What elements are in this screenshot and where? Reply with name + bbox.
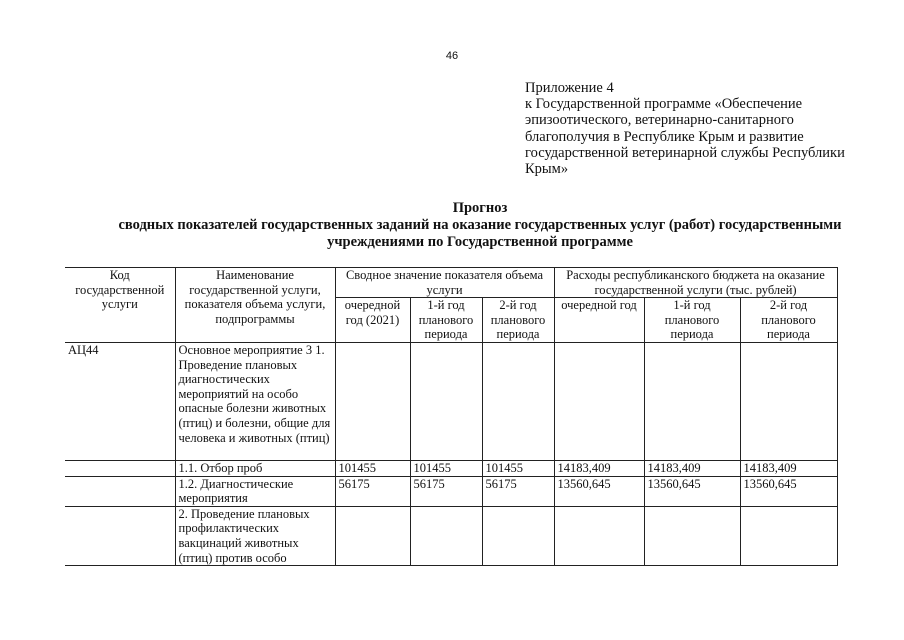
cell-bud-y1 <box>644 342 740 460</box>
appendix-line: эпизоотического, ветеринарно-санитарного <box>525 112 794 129</box>
header-volume-y1: 1-й год планового периода <box>410 298 482 343</box>
page-number: 46 <box>445 50 459 62</box>
appendix-line: Приложение 4 <box>525 80 614 96</box>
cell-name: 2. Проведение плановых профилактических вакцинаций животных (птиц) против особо <box>175 506 335 565</box>
cell-bud-y1: 13560,645 <box>644 476 740 506</box>
cell-vol-y2: 56175 <box>482 476 554 506</box>
cell-bud-y2 <box>740 506 837 565</box>
cell-bud-y2: 13560,645 <box>740 476 837 506</box>
table-header-row <box>65 268 837 298</box>
cell-code: АЦ44 <box>65 342 175 460</box>
cell-vol-next <box>335 506 410 565</box>
cell-code <box>65 460 175 476</box>
cell-bud-y2: 14183,409 <box>740 460 837 476</box>
cell-bud-y1: 14183,409 <box>644 460 740 476</box>
cell-name: 1.1. Отбор проб <box>175 460 335 476</box>
cell-bud-next: 13560,645 <box>554 476 644 506</box>
title-line: сводных показателей государственных заданий на оказание государственных услуг (работ) государственными <box>118 217 842 233</box>
cell-vol-next <box>335 342 410 460</box>
cell-bud-y2 <box>740 342 837 460</box>
appendix-line: благополучия в Республике Крым и развитие <box>525 128 804 145</box>
forecast-table <box>65 267 838 566</box>
cell-vol-y2 <box>482 342 554 460</box>
cell-vol-next: 56175 <box>335 476 410 506</box>
cell-name: Основное мероприятие 3 1. Проведение плановых диагностических мероприятий на особо опасные болезни животных (птиц) и болезни, общие для человека и животных (птиц) <box>175 342 335 460</box>
appendix-note <box>525 80 870 177</box>
header-budget-y1: 1-й год планового периода <box>644 298 740 343</box>
title-line: Прогноз <box>452 200 508 216</box>
appendix-line: государственной ветеринарной службы Республики <box>525 144 845 161</box>
cell-vol-y2: 101455 <box>482 460 554 476</box>
table-row <box>65 506 837 565</box>
cell-vol-y1 <box>410 342 482 460</box>
cell-bud-next <box>554 506 644 565</box>
table-row <box>65 476 837 506</box>
cell-vol-next: 101455 <box>335 460 410 476</box>
header-volume-y2: 2-й год планового периода <box>482 298 554 343</box>
document-title <box>80 200 880 251</box>
table-row <box>65 342 837 460</box>
cell-vol-y1: 101455 <box>410 460 482 476</box>
header-code: Код государственной услуги <box>65 268 175 343</box>
cell-vol-y1: 56175 <box>410 476 482 506</box>
title-line: учреждениями по Государственной программе <box>327 234 633 250</box>
cell-vol-y2 <box>482 506 554 565</box>
appendix-line: к Государственной программе «Обеспечение <box>525 96 803 113</box>
cell-bud-y1 <box>644 506 740 565</box>
appendix-line: Крым» <box>525 161 569 178</box>
cell-vol-y1 <box>410 506 482 565</box>
cell-name: 1.2. Диагностические мероприятия <box>175 476 335 506</box>
header-volume-next: очередной год (2021) <box>335 298 410 343</box>
cell-bud-next: 14183,409 <box>554 460 644 476</box>
header-budget-group: Расходы республиканского бюджета на оказание государственной услуги (тыс. рублей) <box>554 268 837 298</box>
header-name: Наименование государственной услуги, показателя объема услуги, подпрограммы <box>175 268 335 343</box>
header-budget-next: очередной год <box>554 298 644 343</box>
header-budget-y2: 2-й год планового периода <box>740 298 837 343</box>
header-volume-group: Сводное значение показателя объема услуги <box>335 268 554 298</box>
cell-code <box>65 476 175 506</box>
cell-code <box>65 506 175 565</box>
table-row <box>65 460 837 476</box>
cell-bud-next <box>554 342 644 460</box>
